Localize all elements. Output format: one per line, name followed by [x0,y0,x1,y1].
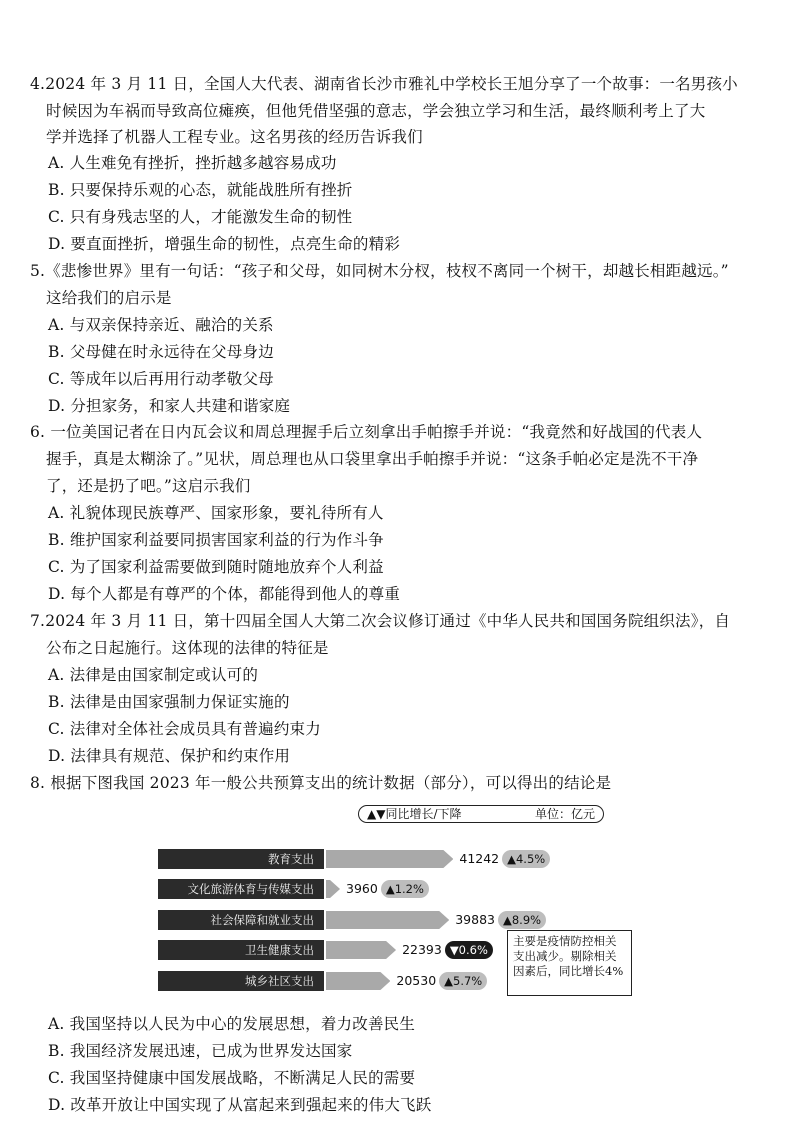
value-label: 20530 [396,973,437,988]
legend-growth-label: ▲▼同比增长/下降 [367,807,462,821]
q5-stem-line-1: 5.《悲惨世界》里有一句话：“孩子和父母，如同树木分杈，枝杈不离同一个树干，却越长相距越远。” [30,262,729,280]
value-label: 39883 [455,912,495,927]
chart-bar [326,972,390,990]
value-label: 3960 [346,881,378,896]
legend-unit-label: 单位：亿元 [534,807,595,821]
chart-legend [358,805,604,823]
category-label: 城乡社区支出 [158,971,324,991]
q5-option-a: A. 与双亲保持亲近、融洽的关系 [48,316,274,334]
q7-stem-line-2: 公布之日起施行。这体现的法律的特征是 [46,639,329,657]
q7-stem-line-1: 7.2024 年 3 月 11 日，第十四届全国人大第二次会议修订通过《中华人民共和国国务院组织法》，自 [30,612,731,630]
q6-option-d: D. 每个人都是有尊严的个体，都能得到他人的尊重 [48,585,401,603]
q4-option-d: D. 要直面挫折，增强生命的韧性，点亮生命的精彩 [48,235,401,253]
change-badge: ▲4.5% [502,850,550,868]
q8-stem-line-1: 8. 根据下图我国 2023 年一般公共预算支出的统计数据（部分），可以得出的结论是 [30,774,612,792]
q6-stem-line-3: 了，还是扔了吧。”这启示我们 [46,477,251,495]
chart-bar [326,850,453,868]
category-label: 社会保障和就业支出 [158,910,324,930]
budget-expenditure-chart [150,800,650,1005]
q5-stem-line-2: 这给我们的启示是 [46,289,172,307]
q4-option-a: A. 人生难免有挫折，挫折越多越容易成功 [48,154,337,172]
q8-option-b: B. 我国经济发展迅速，已成为世界发达国家 [48,1042,353,1060]
q8-option-c: C. 我国坚持健康中国发展战略，不断满足人民的需要 [48,1069,416,1087]
q8-option-a: A. 我国坚持以人民为中心的发展思想，着力改善民生 [48,1015,416,1033]
value-label: 41242 [459,851,500,866]
change-badge: ▼0.6% [445,941,493,959]
change-badge: ▲1.2% [381,880,429,898]
value-label: 22393 [402,942,442,957]
q6-option-a: A. 礼貌体现民族尊严、国家形象，要礼待所有人 [48,504,384,522]
q7-option-b: B. 法律是由国家强制力保证实施的 [48,693,290,711]
q6-option-c: C. 为了国家利益需要做到随时随地放弃个人利益 [48,558,384,576]
change-badge: ▲5.7% [439,972,487,990]
q7-option-c: C. 法律对全体社会成员具有普遍约束力 [48,720,321,738]
chart-bar [326,880,340,898]
chart-annotation: 主要是疫情防控相关支出减少。剔除相关因素后，同比增长4% [507,930,632,996]
q5-option-d: D. 分担家务，和家人共建和谐家庭 [48,397,291,415]
q6-stem-line-2: 握手，真是太糊涂了。”见状，周总理也从口袋里拿出手帕擦手并说：“这条手帕必定是洗不干净 [46,450,699,468]
q4-option-b: B. 只要保持乐观的心态，就能战胜所有挫折 [48,181,353,199]
q6-option-b: B. 维护国家利益要同损害国家利益的行为作斗争 [48,531,384,549]
chart-bar [326,911,449,929]
q7-option-a: A. 法律是由国家制定或认可的 [48,666,259,684]
category-label: 卫生健康支出 [158,940,324,960]
q4-stem-line-2: 时候因为车祸而导致高位瘫痪，但他凭借坚强的意志，学会独立学习和生活，最终顺利考上了大 [46,102,706,120]
category-label: 文化旅游体育与传媒支出 [158,879,324,899]
change-badge: ▲8.9% [498,911,546,929]
q5-option-b: B. 父母健在时永远待在父母身边 [48,343,274,361]
chart-bar [326,941,396,959]
q4-stem-line-1: 4.2024 年 3 月 11 日，全国人大代表、湖南省长沙市雅礼中学校长王旭分享了一个故事：一名男孩小 [30,75,738,93]
q8-option-d: D. 改革开放让中国实现了从富起来到强起来的伟大飞跃 [48,1096,432,1114]
q7-option-d: D. 法律具有规范、保护和约束作用 [48,747,291,765]
category-label: 教育支出 [158,849,324,869]
q4-option-c: C. 只有身残志坚的人，才能激发生命的韧性 [48,208,353,226]
q4-stem-line-3: 学并选择了机器人工程专业。这名男孩的经历告诉我们 [46,128,423,146]
q6-stem-line-1: 6. 一位美国记者在日内瓦会议和周总理握手后立刻拿出手帕擦手并说：“我竟然和好战国的代表人 [30,423,703,441]
q5-option-c: C. 等成年以后再用行动孝敬父母 [48,370,274,388]
